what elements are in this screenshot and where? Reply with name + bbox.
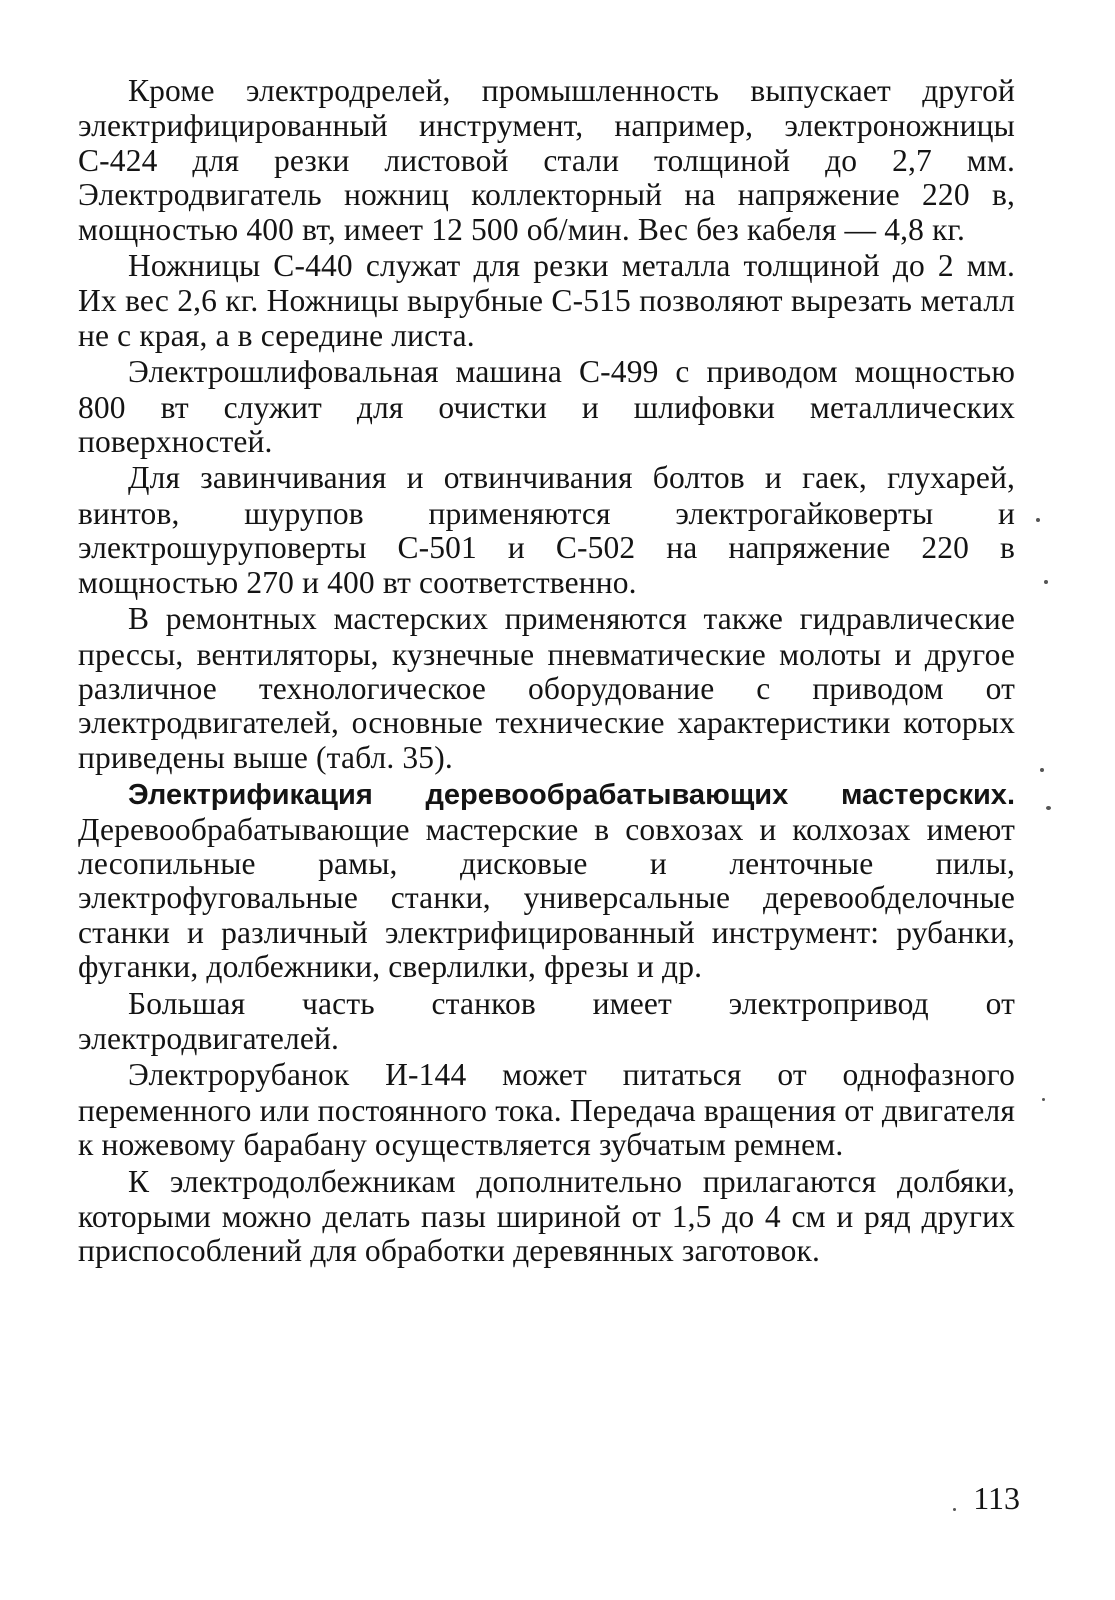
scan-speck	[1044, 580, 1048, 584]
paragraph-electric-planer	[78, 1058, 1015, 1162]
paragraph-text: Для завинчивания и отвинчивания болтов и гаек, глухарей, винтов, шурупов применяются электрогайковерты и электрошуруповерты С-501 и С-502 на напряжение 220 в мощностью 270 и 400 вт соответственно.	[78, 460, 1015, 600]
scan-speck	[1036, 518, 1040, 522]
paragraph-mortisers	[78, 1165, 1015, 1269]
paragraph-nut-runners	[78, 461, 1015, 600]
paragraph-text: Электрошлифовальная машина С-499 с приводом мощностью 800 вт служит для очистки и шлифовки металлических поверхностей.	[78, 354, 1015, 460]
scan-speck	[1040, 768, 1044, 772]
paragraph-shears-c440	[78, 249, 1015, 353]
page-number: 113	[973, 1480, 1020, 1516]
scan-speck	[1046, 806, 1051, 810]
paragraph-electroshears	[78, 74, 1015, 247]
paragraph-text: К электродолбежникам дополнительно прилагаются долбяки, которыми можно делать пазы шириной от 1,5 до 4 см и ряд других приспособлений для обработки деревянных заготовок.	[78, 1163, 1015, 1269]
paragraph-woodworking-shops	[78, 777, 1015, 984]
page-body	[78, 74, 1015, 1269]
scan-speck	[1042, 1098, 1045, 1101]
paragraph-text: Ножницы С-440 служат для резки металла толщиной до 2 мм. Их вес 2,6 кг. Ножницы вырубные С-515 позволяют вырезать металл не с края, а в середине листа.	[78, 248, 1015, 353]
paragraph-text: Большая часть станков имеет электропривод от электродвигателей.	[78, 985, 1015, 1056]
paragraph-machine-drive	[78, 987, 1015, 1057]
paragraph-text: В ремонтных мастерских применяются также гидравлические прессы, вентиляторы, кузнечные пневматические молоты и другое различное технологическое оборудование с приводом от электродвигателей, основные технические характеристики которых приведены выше (табл. 35).	[78, 601, 1015, 775]
section-heading: Электрификация деревообрабатывающих мастерских.	[128, 779, 1015, 812]
scan-speck	[953, 1508, 956, 1511]
paragraph-text: Кроме электродрелей, промышленность выпускает другой электрифицированный инструмент, например, электроножницы С-424 для резки листовой стали толщиной до 2,7 мм. Электродвигатель ножниц коллекторный на напряжение 220 в, мощностью 400 вт, имеет 12 500 об/мин. Вес без кабеля — 4,8 кг.	[78, 73, 1015, 247]
paragraph-text: Деревообрабатывающие мастерские в совхозах и колхозах имеют лесопильные рамы, дисковые и ленточные пилы, электрофуговальные станки, универсальные деревообделочные станки и различный электрифицированный инструмент: рубанки, фуганки, долбежники, сверлилки, фрезы и др.	[78, 811, 1015, 985]
paragraph-grinding-machine	[78, 355, 1015, 459]
paragraph-repair-shops	[78, 602, 1015, 775]
paragraph-text: Электрорубанок И-144 может питаться от однофазного переменного или постоянного тока. Передача вращения от двигателя к ножевому барабану осуществляется зубчатым ремнем.	[78, 1057, 1015, 1163]
